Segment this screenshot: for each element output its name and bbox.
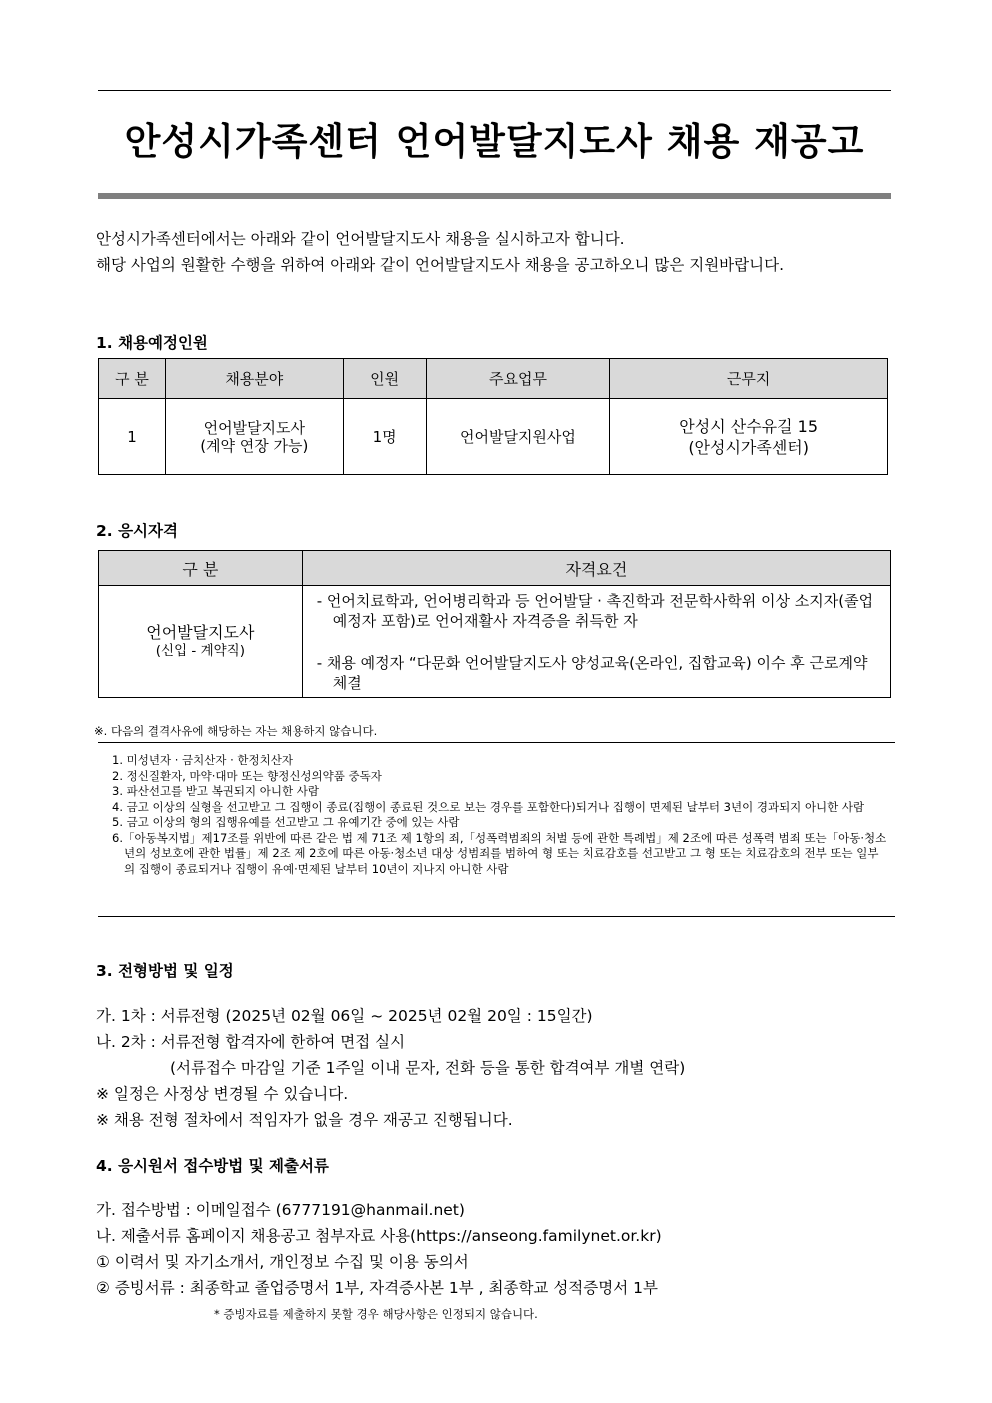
table-header: 인원 (343, 359, 426, 399)
intro-line: 해당 사업의 원활한 수행을 위하여 아래와 같이 언어발달지도사 채용을 공고하오니 많은 지원바랍니다. (96, 256, 784, 274)
workplace-name: (안성시가족센터) (688, 437, 809, 457)
category-name: 언어발달지도사 (146, 622, 255, 642)
schedule-text (96, 1003, 685, 1133)
list-item: 4. 금고 이상의 실형을 선고받고 그 집행이 종료(집행이 종료된 것으로 보는 경우를 포함한다)되거나 집행이 면제된 날부터 3년이 경과되지 아니한 사람 (112, 799, 865, 814)
headcount-table (98, 358, 888, 475)
page-title: 안성시가족센터 언어발달지도사 채용 재공고 (124, 120, 865, 163)
schedule-line: 가. 1차 : 서류전형 (2025년 02월 06일 ~ 2025년 02월 20일 : 15일간) (96, 1007, 593, 1025)
application-line: ① 이력서 및 자기소개서, 개인정보 수집 및 이용 동의서 (96, 1253, 469, 1271)
intro-line: 안성시가족센터에서는 아래와 같이 언어발달지도사 채용을 실시하고자 합니다. (96, 230, 625, 248)
disqualification-box (98, 742, 895, 917)
requirement-item: - 언어치료학과, 언어병리학과 등 언어발달 · 촉진학과 전문학사학위 이상 소지자(졸업예정자 포함)로 언어재활사 자격증을 취득한 자 (316, 591, 874, 630)
qualification-requirements (302, 586, 890, 698)
table-row (99, 586, 891, 698)
category-note: (신입 - 계약직) (155, 642, 245, 659)
table-row (99, 399, 888, 475)
workplace-address: 안성시 산수유길 15 (679, 416, 819, 436)
schedule-note: ※ 일정은 사정상 변경될 수 있습니다. (96, 1085, 349, 1103)
schedule-note: ※ 채용 전형 절차에서 적임자가 없을 경우 재공고 진행됩니다. (96, 1111, 513, 1129)
section-heading-schedule: 3. 전형방법 및 일정 (96, 962, 234, 980)
schedule-line: (서류접수 마감일 기준 1주일 이내 문자, 전화 등을 통한 합격여부 개별 연락) (170, 1059, 686, 1077)
application-line: 가. 접수방법 : 이메일접수 (6777191@hanmail.net) (96, 1201, 465, 1219)
table-header: 주요업무 (426, 359, 610, 399)
disqualification-list (112, 753, 888, 877)
main-duty: 언어발달지원사업 (426, 399, 610, 475)
headcount: 1명 (343, 399, 426, 475)
section-heading-qualifications: 2. 응시자격 (96, 522, 178, 540)
job-field (165, 399, 343, 475)
disqualification-note: ※. 다음의 결격사유에 해당하는 자는 채용하지 않습니다. (94, 724, 378, 738)
list-item: 2. 정신질환자, 마약·대마 또는 향정신성의약품 중독자 (112, 768, 382, 783)
qualification-category (99, 586, 303, 698)
list-item: 5. 금고 이상의 형의 집행유예를 선고받고 그 유예기간 중에 있는 사람 (112, 815, 460, 829)
job-field-note: (계약 연장 가능) (200, 436, 309, 455)
list-item: 6.「아동복지법」제17조를 위반에 따른 같은 법 제 71조 제 1항의 죄,「성폭력범죄의 처벌 등에 관한 특례법」제 2조에 따른 성폭력 범죄 또는「아동·청소년의 성보호에 관한 법률」제 2조 제 2호에 따른 아동·청소년 대상 성범죄를 범하여 형 또는 치료감호를 선고받고 그 형 또는 치료감호의 전부 또는 일부의 집행이 종료되거나 집행이 유예·면제된 날부터 10년이 지나지 아니한 사람 (112, 830, 887, 876)
workplace (610, 399, 888, 475)
list-item: 3. 파산선고를 받고 복권되지 아니한 사람 (112, 784, 319, 798)
requirement-item: - 채용 예정자 “다문화 언어발달지도사 양성교육(온라인, 집합교육) 이수 후 근로계약 체결 (316, 653, 868, 692)
section-heading-headcount: 1. 채용예정인원 (96, 334, 208, 352)
application-line: 나. 제출서류 홈페이지 채용공고 첨부자료 사용(https://anseong.familynet.or.kr) (96, 1227, 662, 1245)
table-header: 채용분야 (165, 359, 343, 399)
top-divider (98, 90, 891, 91)
intro-text (96, 226, 896, 278)
application-line: ② 증빙서류 : 최종학교 졸업증명서 1부, 자격증사본 1부 , 최종학교 성적증명서 1부 (96, 1279, 658, 1297)
footnote: * 증빙자료를 제출하지 못할 경우 해당사항은 인정되지 않습니다. (214, 1307, 538, 1321)
qualification-table (98, 550, 891, 698)
schedule-line: 나. 2차 : 서류전형 합격자에 한하여 면접 실시 (96, 1033, 406, 1051)
title-divider (98, 193, 891, 199)
table-header: 구 분 (99, 551, 303, 586)
application-text (96, 1197, 662, 1301)
table-header: 근무지 (610, 359, 888, 399)
row-number: 1 (99, 399, 166, 475)
job-field-name: 언어발달지도사 (203, 418, 306, 437)
table-header: 구 분 (99, 359, 166, 399)
section-heading-application: 4. 응시원서 접수방법 및 제출서류 (96, 1157, 329, 1175)
list-item: 1. 미성년자 · 금치산자 · 한정치산자 (112, 753, 293, 767)
table-header: 자격요건 (302, 551, 890, 586)
